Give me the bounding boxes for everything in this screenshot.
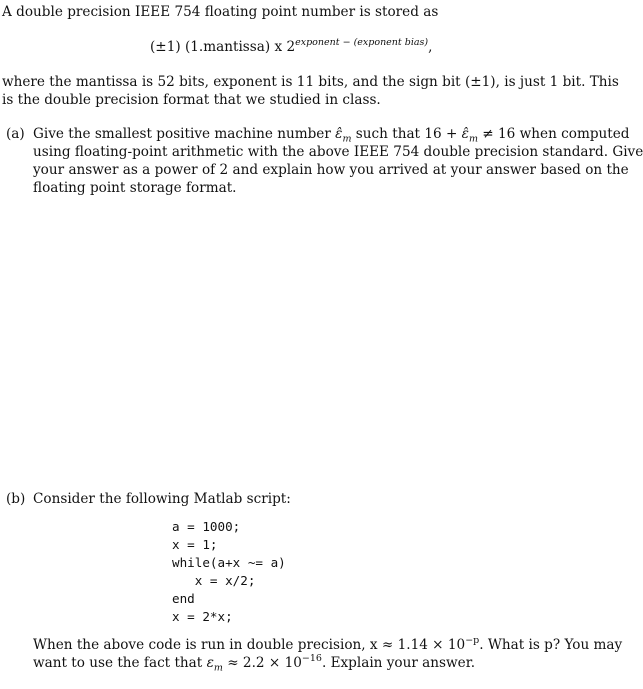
code-line-5: end <box>172 591 195 606</box>
formula-lead: (±1) (1.mantissa) x 2 <box>150 39 296 55</box>
part-a-line4: floating point storage format. <box>33 180 237 196</box>
hint-value: ≈ 2.2 × 10 <box>222 655 302 671</box>
part-b-question-line1 <box>33 635 623 654</box>
exponent-minus-16: −16 <box>301 653 322 664</box>
epsilon-hat-symbol: ε̂ <box>335 126 343 142</box>
code-line-4: x = x/2; <box>172 573 256 588</box>
question-text: When the above code is run in double precision, x ≈ 1.14 × 10 <box>33 637 466 653</box>
epsilon-hat-symbol-2: ε̂ <box>461 126 469 142</box>
part-a-line1-end: ≠ 16 when computed <box>477 126 630 142</box>
code-line-6: x = 2*x; <box>172 609 233 624</box>
code-line-2: x = 1; <box>172 537 218 552</box>
storage-formula <box>150 38 432 56</box>
part-a-line1-middle: such that 16 + <box>351 126 462 142</box>
part-b-question-line2 <box>33 654 475 678</box>
part-a-line1-text: Give the smallest positive machine number <box>33 126 336 142</box>
formula-exponent: exponent − (exponent bias) <box>295 37 429 48</box>
format-description-line1: where the mantissa is 52 bits, exponent is 11 bits, and the sign bit (±1), is just 1 bit. This <box>2 74 619 90</box>
part-b-label: (b) <box>6 491 26 507</box>
code-line-1: a = 1000; <box>172 519 241 534</box>
formula-tail: , <box>428 39 433 55</box>
hint-end: . Explain your answer. <box>321 655 476 671</box>
epsilon-subscript-2: m <box>468 133 478 145</box>
exponent-minus-p: −p <box>465 635 480 646</box>
epsilon-m-subscript: m <box>213 662 223 674</box>
hint-text: want to use the fact that <box>33 655 207 671</box>
question-text-end: . What is p? You may <box>479 637 623 653</box>
part-a-label: (a) <box>6 126 25 142</box>
format-description-line2: is the double precision format that we studied in class. <box>2 92 381 108</box>
part-a-line2: using floating-point arithmetic with the above IEEE 754 double precision standard. Give <box>33 144 643 160</box>
code-line-3: while(a+x ~= a) <box>172 555 286 570</box>
epsilon-subscript: m <box>342 133 352 145</box>
intro-line: A double precision IEEE 754 floating point number is stored as <box>2 4 439 20</box>
part-b-intro: Consider the following Matlab script: <box>33 491 291 507</box>
part-a-line3: your answer as a power of 2 and explain how you arrived at your answer based on the <box>33 162 629 178</box>
epsilon-symbol: ε <box>206 655 214 671</box>
